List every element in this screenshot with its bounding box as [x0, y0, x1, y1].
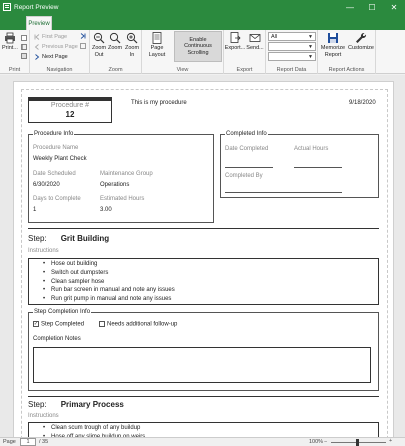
ribbon: [0, 30, 405, 74]
instructions-box: [28, 258, 379, 305]
actual-hours-line: [294, 167, 342, 168]
report-actions-group-label: Report Actions: [328, 67, 365, 73]
print-group: [0, 30, 30, 74]
envelope-icon: [249, 32, 261, 44]
procedure-description: This is my procedure: [131, 100, 187, 106]
next-page-icon: [34, 54, 40, 60]
tab-preview[interactable]: Preview: [26, 16, 52, 30]
step-completed-checkbox[interactable]: [33, 321, 84, 328]
procedure-name-value: Weekly Plant Check: [33, 156, 87, 162]
export-icon: [229, 32, 241, 44]
print-group-label: Print: [8, 67, 21, 73]
continuous-scrolling-button[interactable]: [174, 31, 222, 62]
step-label: Step:: [28, 400, 47, 409]
navigation-group-label: Navigation: [46, 67, 73, 73]
report-data-filter-value: All: [271, 33, 278, 40]
step-completed-label: Step Completed: [41, 321, 85, 328]
chevron-down-icon: ▼: [308, 34, 313, 40]
view-group-label: View: [176, 67, 189, 73]
completed-info-legend: Completed Info: [226, 131, 267, 137]
step-completion-legend: Step Completion Info: [34, 309, 91, 315]
step-title: [28, 400, 124, 409]
instruction-item: • Clean sampler hose: [29, 278, 378, 287]
date-completed-label: Date Completed: [225, 146, 269, 152]
date-scheduled-label: Date Scheduled: [33, 171, 76, 177]
report-data-filter-combo[interactable]: [268, 32, 316, 41]
maintenance-group-value: Operations: [100, 182, 130, 188]
save-disk-icon: [327, 32, 339, 44]
procedure-number-label: Procedure #: [50, 102, 90, 109]
zoom-out-button[interactable]: [92, 32, 106, 58]
zoom-in-label: Zoom In: [124, 45, 140, 58]
maintenance-group-label: Maintenance Group: [100, 171, 153, 177]
navigation-group: [30, 30, 90, 74]
zoom-slider-thumb[interactable]: [356, 439, 359, 446]
actual-hours-label: Actual Hours: [294, 146, 329, 152]
window-title: Report Preview: [14, 3, 59, 11]
first-page-icon: [34, 34, 40, 40]
report-actions-group: [318, 30, 376, 74]
send-button[interactable]: [246, 32, 264, 52]
step-divider: [28, 396, 379, 397]
page-layout-icon: [151, 32, 163, 44]
instructions-label: Instructions: [28, 248, 59, 254]
instruction-item: • Run bar screen in manual and note any issues: [29, 286, 378, 295]
status-bar: [0, 437, 405, 446]
page-setup-icon[interactable]: [21, 35, 27, 41]
customize-button[interactable]: [347, 32, 375, 52]
report-data-group-label: Report Data: [276, 67, 307, 73]
view-group: [142, 30, 224, 74]
export-group: [224, 30, 266, 74]
zoom-in-small-icon[interactable]: +: [389, 438, 393, 444]
instruction-item: • Clean scum trough of any buildup: [29, 424, 378, 433]
date-scheduled-value: 6/30/2020: [33, 182, 60, 188]
title-bar: [0, 0, 405, 14]
days-to-complete-value: 1: [33, 207, 37, 213]
completed-by-line: [225, 192, 342, 193]
export-group-label: Export: [236, 67, 253, 73]
days-to-complete-label: Days to Complete: [33, 196, 81, 202]
memorize-report-label: Memorize Report: [320, 45, 346, 58]
ribbon-tab-row: [0, 14, 405, 30]
export-label: Export...: [224, 45, 246, 51]
scale-icon[interactable]: [21, 53, 27, 59]
close-button[interactable]: ✕: [390, 2, 398, 12]
export-button[interactable]: [226, 32, 244, 52]
zoom-icon: [109, 32, 121, 44]
report-data-third-combo[interactable]: [268, 52, 316, 61]
estimated-hours-value: 3.00: [100, 207, 112, 213]
zoom-out-small-icon[interactable]: −: [324, 439, 328, 445]
instruction-item: • Hose out building: [29, 260, 378, 269]
margins-icon[interactable]: [21, 44, 27, 50]
zoom-label: Zoom: [107, 45, 123, 51]
wrench-icon: [355, 32, 367, 44]
step-title: [28, 234, 109, 243]
procedure-number-value: 12: [65, 110, 75, 119]
step-label: Step:: [28, 234, 47, 243]
chevron-down-icon: ▼: [308, 44, 313, 50]
send-label: Send...: [246, 45, 264, 51]
zoom-in-button[interactable]: [125, 32, 139, 58]
step-name: Primary Process: [60, 400, 124, 409]
page-layout-button[interactable]: [146, 32, 168, 58]
go-to-page-icon[interactable]: [80, 43, 86, 49]
previous-page-label: Previous Page: [42, 43, 78, 50]
unchecked-box-icon: [99, 321, 105, 327]
minimize-button[interactable]: —: [346, 2, 354, 12]
checkmark-icon: ✓: [33, 321, 39, 327]
last-page-icon[interactable]: [80, 33, 86, 39]
app-icon: [3, 3, 11, 11]
procedure-info-legend: Procedure Info: [34, 131, 74, 137]
first-page-button[interactable]: [34, 32, 67, 41]
report-data-second-combo[interactable]: [268, 42, 316, 51]
page-layout-label: Page Layout: [148, 45, 166, 58]
procedure-number-box: [28, 97, 112, 123]
completed-by-label: Completed By: [225, 173, 263, 179]
next-page-label: Next Page: [42, 53, 68, 60]
memorize-report-button[interactable]: [319, 32, 347, 58]
previous-page-button[interactable]: [34, 42, 78, 51]
first-page-label: First Page: [42, 33, 68, 40]
completion-notes-label: Completion Notes: [33, 336, 81, 342]
zoom-out-label: Zoom Out: [91, 45, 107, 58]
print-label: Print...: [2, 45, 18, 51]
printer-icon: [4, 32, 16, 44]
completed-info-section: [220, 131, 379, 198]
report-date: 9/18/2020: [349, 100, 376, 106]
page-number-input[interactable]: 1: [20, 438, 36, 446]
report-data-group: [266, 30, 318, 74]
instructions-label: Instructions: [28, 413, 59, 419]
continuous-scrolling-label: Enable Continuous Scrolling: [184, 36, 212, 56]
next-page-button[interactable]: [34, 52, 68, 61]
zoom-in-icon: [126, 32, 138, 44]
customize-label: Customize: [348, 45, 374, 51]
zoom-percent: 100%: [309, 439, 324, 445]
zoom-group-label: Zoom: [108, 67, 123, 73]
step-divider: [28, 228, 379, 229]
print-button[interactable]: [2, 32, 18, 52]
instruction-item: • Switch out dumpsters: [29, 269, 378, 278]
completion-notes-box: [33, 347, 371, 383]
chevron-down-icon: ▼: [308, 54, 313, 60]
instruction-item: • Run grit pump in manual and note any issues: [29, 295, 378, 304]
procedure-name-label: Procedure Name: [33, 145, 79, 151]
previous-page-icon: [34, 44, 40, 50]
zoom-group: [90, 30, 142, 74]
zoom-out-icon: [93, 32, 105, 44]
step-name: Grit Building: [60, 234, 110, 243]
maximize-button[interactable]: ☐: [368, 2, 376, 12]
follow-up-checkbox[interactable]: [99, 321, 177, 328]
page-total: / 35: [39, 439, 49, 445]
zoom-button[interactable]: [108, 32, 122, 52]
date-completed-line: [225, 167, 273, 168]
page-label: Page: [3, 439, 16, 445]
estimated-hours-label: Estimated Hours: [100, 196, 145, 202]
follow-up-label: Needs additional follow-up: [107, 321, 178, 328]
